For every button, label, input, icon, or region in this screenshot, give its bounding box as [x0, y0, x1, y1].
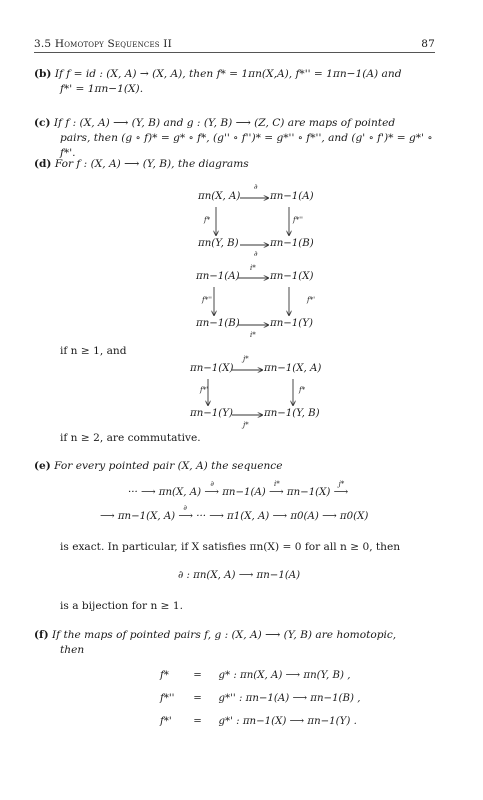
- seq2-term-2: ··· ⟶ π1(X, A) ⟶ π0(A) ⟶ π0(X): [196, 511, 369, 522]
- item-f-label: (f): [34, 629, 49, 641]
- seq2-arrow-1-label: ∂: [183, 504, 188, 512]
- d3-bottom-arrow-label: j*: [243, 421, 249, 429]
- seq1-term-2: πn−1(A): [222, 487, 266, 498]
- item-c-line2: pairs, then (g ∘ f)* = g* ∘ f*, (g'' ∘ f'')* = g*'' ∘ f*'', and (g' ∘ f')* = g*' ∘ f*'.: [60, 132, 433, 159]
- eq-row-2: [160, 693, 360, 704]
- seq1-arrow-2-label: i*: [274, 480, 280, 488]
- seq1-arrow-3-label: j*: [338, 480, 345, 488]
- eq1-sign: =: [193, 670, 202, 681]
- d2-bottom-arrow-label: i*: [250, 331, 256, 339]
- item-d-end-text: if n ≥ 2, are commutative.: [60, 432, 201, 444]
- section-title: 3.5 Homotopy Sequences II: [34, 38, 172, 50]
- item-c-line1: If f : (X, A) ⟶ (Y, B) and g : (Y, B) ⟶ (Z, C) are maps of pointed: [53, 117, 396, 129]
- d2-top-arrow-label: i*: [250, 264, 256, 272]
- item-b-label: (b): [34, 68, 52, 80]
- item-d-label: (d): [34, 158, 52, 170]
- eq3-sign: =: [193, 716, 202, 727]
- d1-bottom-left: πn(Y, B): [198, 238, 239, 249]
- item-b-line2: f*' = 1πn−1(X).: [60, 83, 144, 95]
- d3-top-right: πn−1(X, A): [264, 363, 322, 374]
- item-c-label: (c): [34, 117, 51, 129]
- d2-bottom-left: πn−1(B): [196, 318, 240, 329]
- item-f-line2: then: [60, 644, 85, 656]
- seq1-pre: ··· ⟶ πn(X, A): [128, 487, 202, 498]
- d3-bottom-right: πn−1(Y, B): [264, 408, 320, 419]
- d1-top-right: πn−1(A): [270, 191, 314, 202]
- d3-top-left: πn−1(X): [190, 363, 234, 374]
- item-e: [34, 459, 443, 474]
- item-f-line1: If the maps of pointed pairs f, g : (X, A) ⟶ (Y, B) are homotopic,: [51, 629, 397, 641]
- d2-top-right: πn−1(X): [270, 271, 314, 282]
- eq1-rhs: g* : πn(X, A) ⟶ πn(Y, B) ,: [218, 670, 351, 681]
- item-d-intro: For f : (X, A) ⟶ (Y, B), the diagrams: [54, 158, 249, 170]
- item-e-intro: For every pointed pair (X, A) the sequence: [54, 460, 283, 472]
- eq-row-3: [160, 716, 357, 727]
- d1-top-arrow-label: ∂: [254, 183, 258, 191]
- d2-left-arrow-label: f*'': [202, 296, 212, 304]
- d3-left-arrow-label: f*': [200, 386, 209, 394]
- eq3-rhs: g*' : πn−1(X) ⟶ πn−1(Y) .: [218, 716, 357, 727]
- sequence-line-2: [100, 504, 369, 522]
- d3-top-arrow-label: j*: [243, 355, 249, 363]
- seq2-term-1: ⟶ πn−1(X, A): [100, 511, 176, 522]
- d1-left-arrow-label: f*: [204, 216, 211, 224]
- item-f: [34, 628, 443, 658]
- d2-top-left: πn−1(A): [196, 271, 240, 282]
- eq1-lhs: f*: [160, 670, 169, 681]
- d2-bottom-right: πn−1(Y): [270, 318, 313, 329]
- d2-right-arrow-label: f*': [307, 296, 316, 304]
- eq2-rhs: g*'' : πn−1(A) ⟶ πn−1(B) ,: [218, 693, 361, 704]
- sequence-line-1: [128, 480, 349, 498]
- item-e-bijection: is a bijection for n ≥ 1.: [60, 600, 184, 612]
- d1-top-left: πn(X, A): [198, 191, 241, 202]
- seq1-arrow-2: i* ⟶: [269, 480, 284, 498]
- item-b-line1: If f = id : (X, A) → (X, A), then f* = 1πn(X,A), f*'' = 1πn−1(A) and: [54, 68, 402, 80]
- eq3-lhs: f*': [160, 716, 172, 727]
- item-e-exact: is exact. In particular, if X satisfies πn(X) = 0 for all n ≥ 0, then: [60, 541, 401, 553]
- d1-bottom-arrow-label: ∂: [254, 250, 258, 258]
- item-e-label: (e): [34, 460, 51, 472]
- d1-bottom-right: πn−1(B): [270, 238, 314, 249]
- d3-bottom-left: πn−1(Y): [190, 408, 233, 419]
- seq2-arrow-1: ∂ ⟶: [178, 504, 194, 522]
- seq1-term-3: πn−1(X): [286, 487, 331, 498]
- page-number: 87: [421, 38, 435, 50]
- seq1-arrow-3: j* ⟶: [333, 480, 349, 498]
- seq1-arrow-1-label: ∂: [210, 480, 214, 488]
- seq1-arrow-1: ∂ ⟶: [204, 480, 219, 498]
- eq-row-1: [160, 670, 350, 681]
- eq2-sign: =: [193, 693, 202, 704]
- eq2-lhs: f*'': [160, 693, 175, 704]
- d3-right-arrow-label: f*: [299, 386, 306, 394]
- item-d-mid-text: if n ≥ 1, and: [60, 345, 127, 357]
- d1-right-arrow-label: f*'': [293, 216, 303, 224]
- item-e-display: ∂ : πn(X, A) ⟶ πn−1(A): [178, 570, 301, 581]
